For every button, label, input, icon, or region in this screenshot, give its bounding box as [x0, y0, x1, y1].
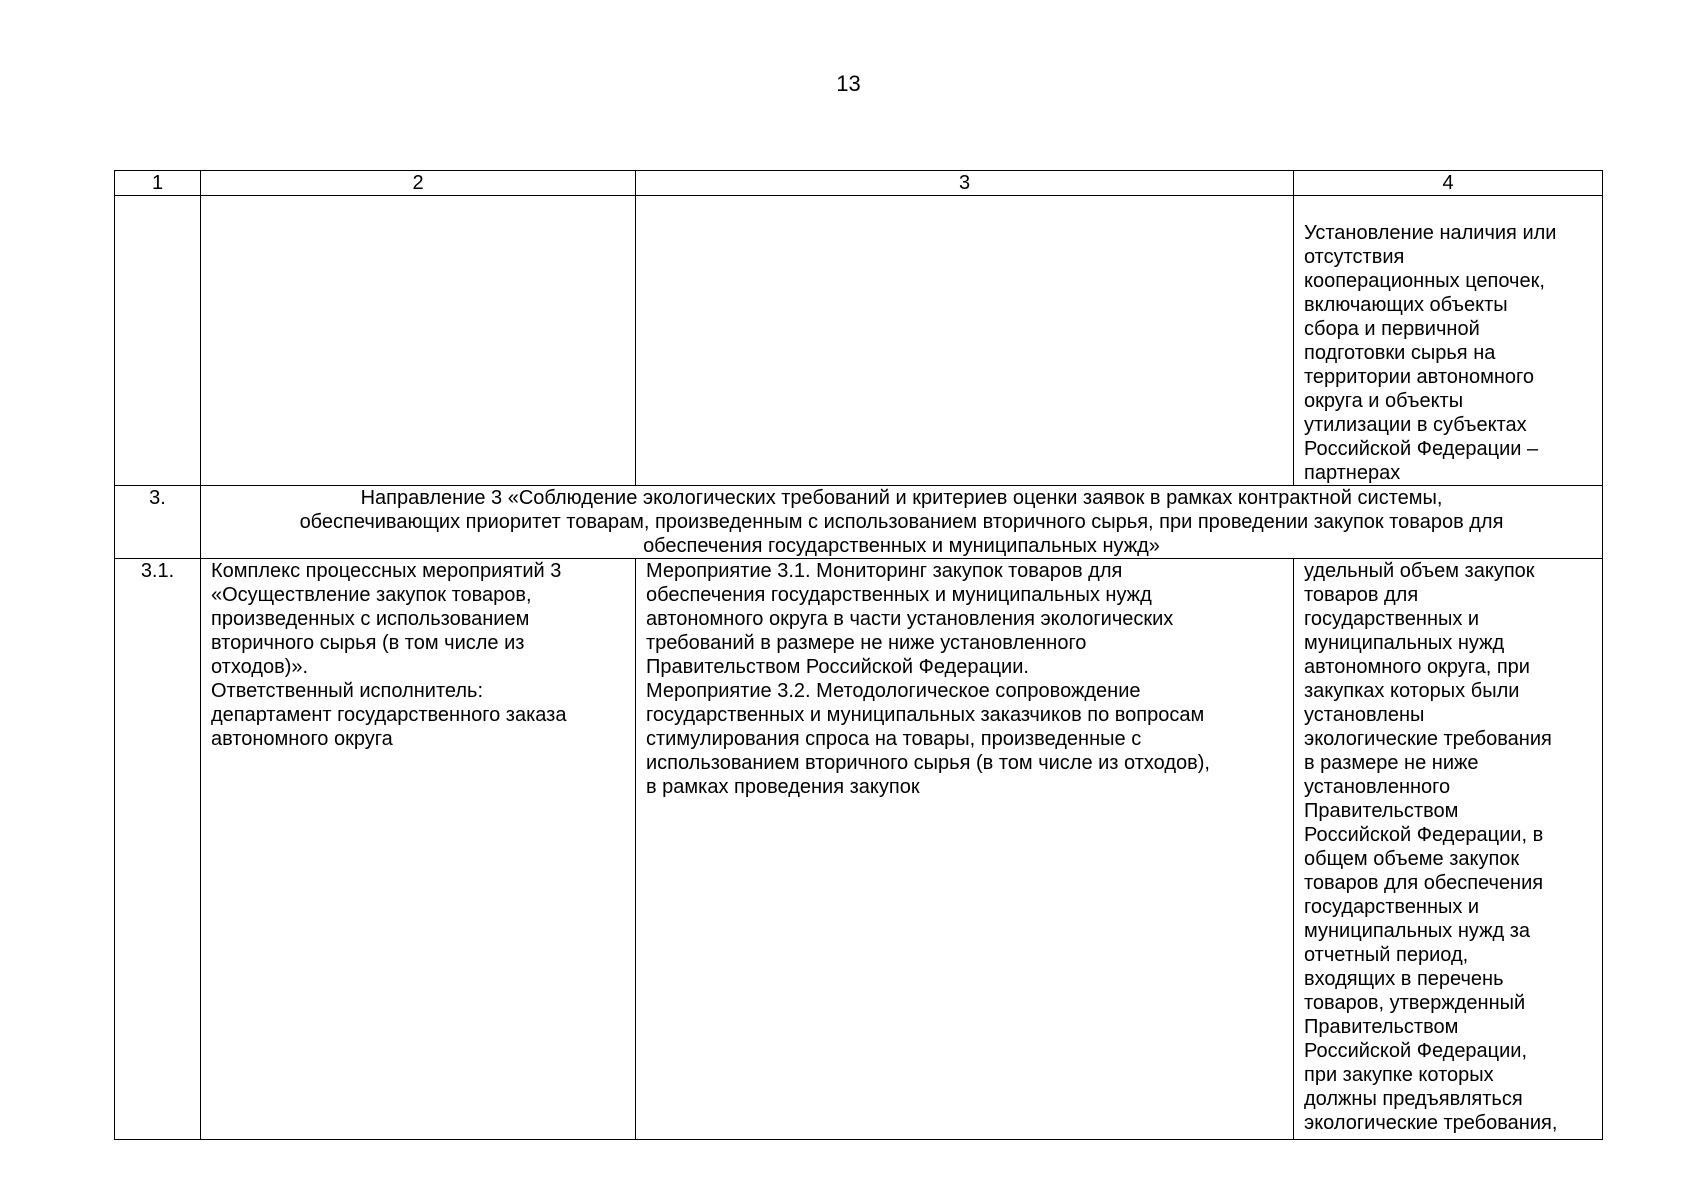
table-row-continuation	[115, 196, 1603, 486]
continuation-cell-3	[636, 196, 1294, 486]
row-3-1-number-cell: 3.1.	[115, 559, 201, 1140]
page-number: 13	[836, 71, 861, 96]
direction-title-cell: Направление 3 «Соблюдение экологических требований и критериев оценки заявок в рамках контрактной системы, обеспечивающих приоритет товарам, произведенным с использованием вторичного сырья, при проведении закупок товаров для обеспечения государственных и муниципальных нужд»	[201, 486, 1603, 559]
table-row-direction-3	[115, 486, 1603, 559]
continuation-cell-2	[201, 196, 636, 486]
measures-table	[114, 170, 1603, 1140]
header-cell-3: 3	[636, 171, 1294, 196]
row-3-1-indicator-cell: удельный объем закупок товаров для государственных и муниципальных нужд автономного округа, при закупках которых были установлены экологические требования в размере не ниже установленного Правительством Российской Федерации, в общем объеме закупок товаров для обеспечения государственных и муниципальных нужд за отчетный период, входящих в перечень товаров, утвержденный Правительством Российской Федерации, при закупке которых должны предъявляться экологические требования,	[1294, 559, 1603, 1140]
direction-number-cell: 3.	[115, 486, 201, 559]
header-cell-1: 1	[115, 171, 201, 196]
table-row-3-1	[115, 559, 1603, 1140]
continuation-indicator-cell: Установление наличия или отсутствия кооперационных цепочек, включающих объекты сбора и первичной подготовки сырья на территории автономного округа и объекты утилизации в субъектах Российской Федерации – партнерах	[1294, 196, 1603, 486]
header-cell-4: 4	[1294, 171, 1603, 196]
row-3-1-measures-cell: Мероприятие 3.1. Мониторинг закупок товаров для обеспечения государственных и муниципальных нужд автономного округа в части установления экологических требований в размере не ниже установленного Правительством Российской Федерации. Мероприятие 3.2. Методологическое сопровождение государственных и муниципальных заказчиков по вопросам стимулирования спроса на товары, произведенные с использованием вторичного сырья (в том числе из отходов), в рамках проведения закупок	[636, 559, 1294, 1140]
row-3-1-complex-cell: Комплекс процессных мероприятий 3 «Осуществление закупок товаров, произведенных с использованием вторичного сырья (в том числе из отходов)». Ответственный исполнитель: департамент государственного заказа автономного округа	[201, 559, 636, 1140]
table-header-row	[115, 171, 1603, 196]
continuation-cell-1	[115, 196, 201, 486]
header-cell-2: 2	[201, 171, 636, 196]
